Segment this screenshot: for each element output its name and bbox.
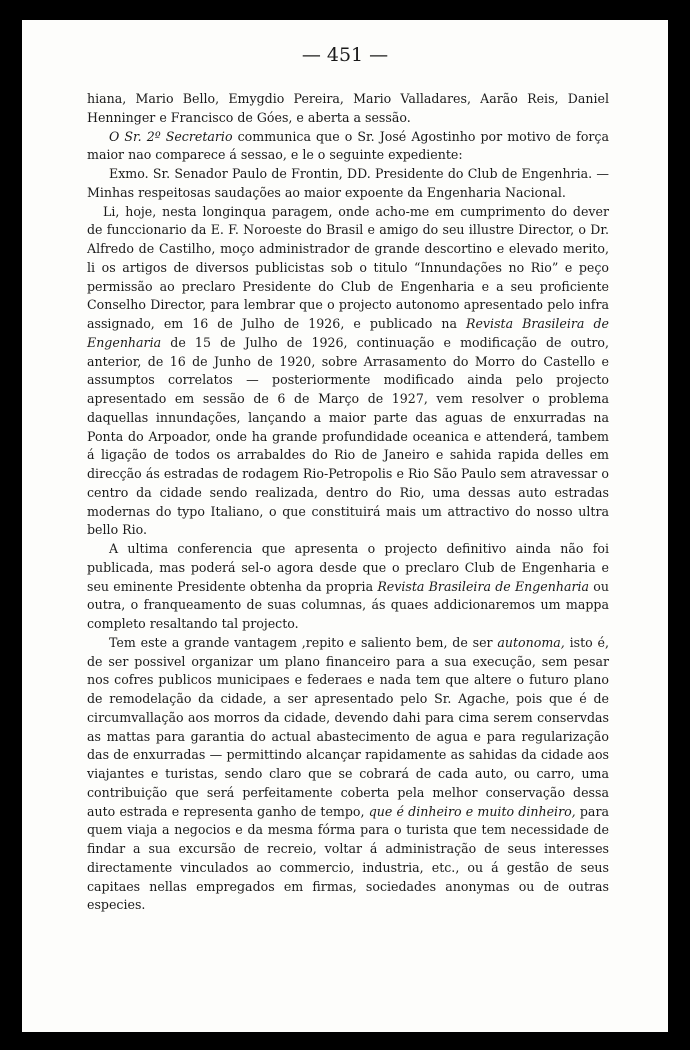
advantage-paragraph bbox=[87, 634, 609, 915]
project-text-end: de 15 de Julho de 1926, continuação e modificação de outro, anterior, de 16 de Junho de 1920, sobre Arrasamento do Morro do Castello e assumptos correlatos — posteriormente modificado ainda pelo projecto apresentado em sessão de 6 de Março de 1927, vem resolver o problema daquellas innundações, lançando a maior parte das aguas de enxurradas na Ponta do Arpoador, onde ha grande profundidade oceanica e attenderá, tambem á ligação de todos os arrabaldes do Rio de Janeiro e sahida rapida delles em direcção ás estradas de rodagem Rio-Petropolis e Rio São Paulo sem atravessar o centro da cidade sendo realizada, dentro do Rio, uma dessas auto estradas modernas do typo Italiano, o que constituirá mais um attractivo do nosso ultra bello Rio. bbox=[87, 334, 609, 538]
document-page bbox=[22, 20, 668, 1032]
secretary-paragraph bbox=[87, 128, 609, 166]
advantage-text-3: para quem viaja a negocios e da mesma fórma para o turista que tem necessidade de findar a sua excursão de recreio, voltar á administração de seus interesses directamente vinculados ao commercio, industria, etc., ou á gestão de seus capitaes nellas empregados em firmas, sociedades anonymas ou de outras especies. bbox=[87, 803, 609, 913]
attendance-paragraph: hiana, Mario Bello, Emygdio Pereira, Mario Valladares, Aarão Reis, Daniel Henninger e Francisco de Góes, e aberta a sessão. bbox=[87, 91, 609, 125]
secretary-text: communica que o Sr. José Agostinho por motivo de força maior nao comparece á sessao, e le o seguinte expediente: bbox=[87, 128, 609, 163]
advantage-text-1: Tem este a grande vantagem ,repito e saliento bem, de ser bbox=[109, 634, 493, 650]
secretary-title: O Sr. 2º Secretario bbox=[109, 128, 233, 144]
journal-title: Revista Brasileira de Engenharia bbox=[87, 316, 609, 350]
money-phrase: que é dinheiro e muito dinheiro, bbox=[368, 803, 576, 819]
project-paragraph bbox=[87, 203, 609, 541]
autonomous-term: autonoma, bbox=[497, 634, 565, 650]
conference-text-end: ou outra, o franqueamento de suas columnas, ás quaes addicionaremos um mappa completo resaltando tal projecto. bbox=[87, 578, 609, 631]
journal-title-2: Revista Brasileira de Engenharia bbox=[377, 578, 590, 594]
conference-text-start: A ultima conferencia que apresenta o projecto definitivo ainda não foi publicada, mas poderá sel-o agora desde que o preclaro Club de Engenharia e seu eminente Presidente obtenha da propria bbox=[87, 541, 609, 594]
salutation-paragraph: Exmo. Sr. Senador Paulo de Frontin, DD. Presidente do Club de Engenhria. — Minhas respeitosas saudações ao maior expoente da Engenharia Nacional. bbox=[87, 166, 609, 200]
project-text-start: Li, hoje, nesta longinqua paragem, onde acho-me em cumprimento do dever de funccionario da E. F. Noroeste do Brasil e amigo do seu illustre Director, o Dr. Alfredo de Castilho, moço administrador de grande descortino e elevado merito, li os artigos de diversos publicistas sob o titulo “Innundações no Rio” e peço permissão ao preclaro Presidente do Club de Engenharia e a seu proficiente Conselho Director, para lembrar que o projecto autonomo apresentado pelo infra assignado, em 16 de Julho de 1926, e publicado na bbox=[87, 203, 609, 331]
document-body bbox=[87, 90, 609, 915]
page-number: — 451 — bbox=[301, 44, 389, 66]
advantage-text-2: isto é, de ser possivel organizar um plano financeiro para a sua execução, sem pesar nos cofres publicos municipaes e federaes e nada tem que altere o futuro plano de remodelação da cidade, a ser apresentado pelo Sr. Agache, pois que é de circumvallação aos morros da cidade, devendo dahi para cima serem conservdas as mattas para garantia do actual abastecimento de agua e para regularização das de enxurradas — permittindo alcançar rapidamente as sahidas da cidade aos viajantes e turistas, sendo claro que se cobrará de cada auto, ou carro, uma contribuição que será perfeitamente coberta pela melhor conservação dessa auto estrada e representa ganho de tempo, bbox=[87, 634, 610, 819]
conference-paragraph bbox=[87, 540, 609, 634]
